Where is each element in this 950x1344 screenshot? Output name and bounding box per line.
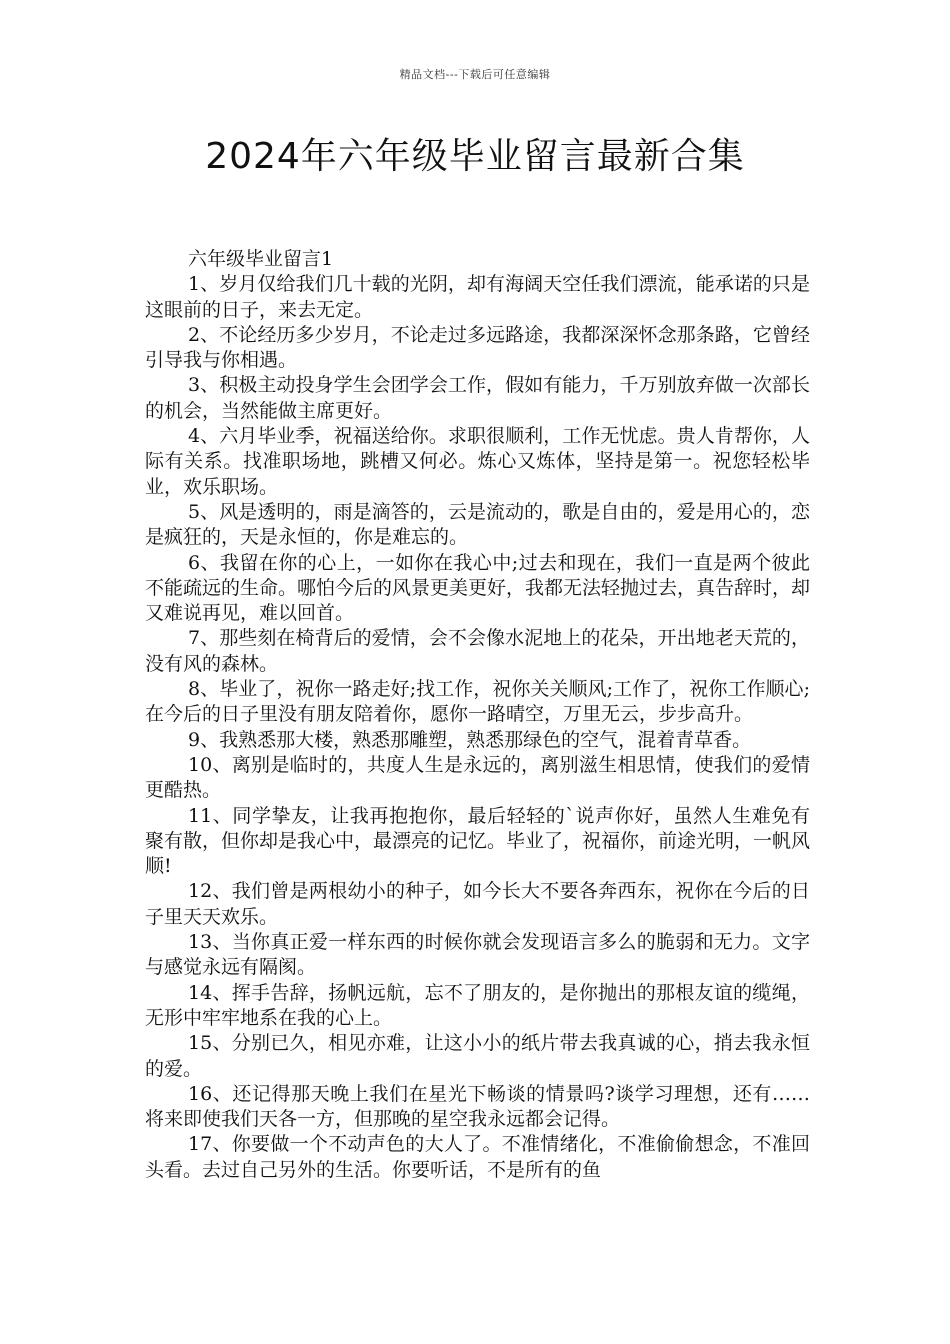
message-entry-9: 9、我熟悉那大楼，熟悉那雕塑，熟悉那绿色的空气，混着青草香。 xyxy=(188,728,752,751)
message-entry-8: 8、毕业了，祝你一路走好;找工作，祝你关关顺风;工作了，祝你工作顺心;在今后的日子里没有朋友陪着你，愿你一路晴空，万里无云，步步高升。 xyxy=(145,678,810,726)
message-entry-17: 17、你要做一个不动声色的大人了。不准情绪化，不准偷偷想念，不准回头看。去过自己另外的生活。你要听话，不是所有的鱼 xyxy=(145,1133,810,1181)
message-entry-12: 12、我们曾是两根幼小的种子，如今长大不要各奔西东，祝你在今后的日子里天天欢乐。 xyxy=(145,880,810,928)
message-entry-7: 7、那些刻在椅背后的爱情，会不会像水泥地上的花朵，开出地老天荒的，没有风的森林。 xyxy=(145,627,810,675)
message-entry-1: 1、岁月仅给我们几十载的光阴，却有海阔天空任我们漂流，能承诺的只是这眼前的日子，来去无定。 xyxy=(145,273,810,321)
document-body xyxy=(145,247,810,1183)
document-title: 2024年六年级毕业留言最新合集 xyxy=(205,136,745,177)
message-entry-16: 16、还记得那天晚上我们在星光下畅谈的情景吗?谈学习理想，还有……将来即使我们天各一方，但那晚的星空我永远都会记得。 xyxy=(145,1082,810,1131)
message-entry-14: 14、挥手告辞，扬帆远航，忘不了朋友的，是你抛出的那根友谊的缆绳，无形中牢牢地系在我的心上。 xyxy=(145,981,810,1029)
message-entry-3: 3、积极主动投身学生会团学会工作，假如有能力，千万别放弃做一次部长的机会，当然能做主席更好。 xyxy=(145,374,810,422)
section-heading: 六年级毕业留言1 xyxy=(188,248,334,270)
message-entry-11: 11、同学挚友，让我再抱抱你，最后轻轻的`说声你好，虽然人生难免有聚有散，但你却是我心中，最漂亮的记忆。毕业了，祝福你，前途光明，一帆风顺! xyxy=(145,804,811,878)
message-entry-5: 5、风是透明的，雨是滴答的，云是流动的，歌是自由的，爱是用心的，恋是疯狂的，天是永恒的，你是难忘的。 xyxy=(145,500,810,549)
message-entry-10: 10、离别是临时的，共度人生是永远的，离别滋生相思情，使我们的爱情更酷热。 xyxy=(145,753,810,802)
message-entry-2: 2、不论经历多少岁月，不论走过多远路途，我都深深怀念那条路，它曾经引导我与你相遇。 xyxy=(145,323,810,372)
message-entry-6: 6、我留在你的心上，一如你在我心中;过去和现在，我们一直是两个彼此不能疏远的生命。哪怕今后的风景更美更好，我都无法轻抛过去，真告辞时，却又难说再见，难以回首。 xyxy=(145,551,811,625)
message-entry-4: 4、六月毕业季，祝福送给你。求职很顺利，工作无忧虑。贵人肯帮你，人际有关系。找准职场地，跳槽又何必。炼心又炼体，坚持是第一。祝您轻松毕业，欢乐职场。 xyxy=(145,425,810,498)
page-header: 精品文档---下载后可任意编辑 xyxy=(399,68,551,81)
message-entry-13: 13、当你真正爱一样东西的时候你就会发现语言多么的脆弱和无力。文字与感觉永远有隔阂。 xyxy=(145,931,810,979)
message-entry-15: 15、分别已久，相见亦难，让这小小的纸片带去我真诚的心，捎去我永恒的爱。 xyxy=(145,1032,810,1080)
